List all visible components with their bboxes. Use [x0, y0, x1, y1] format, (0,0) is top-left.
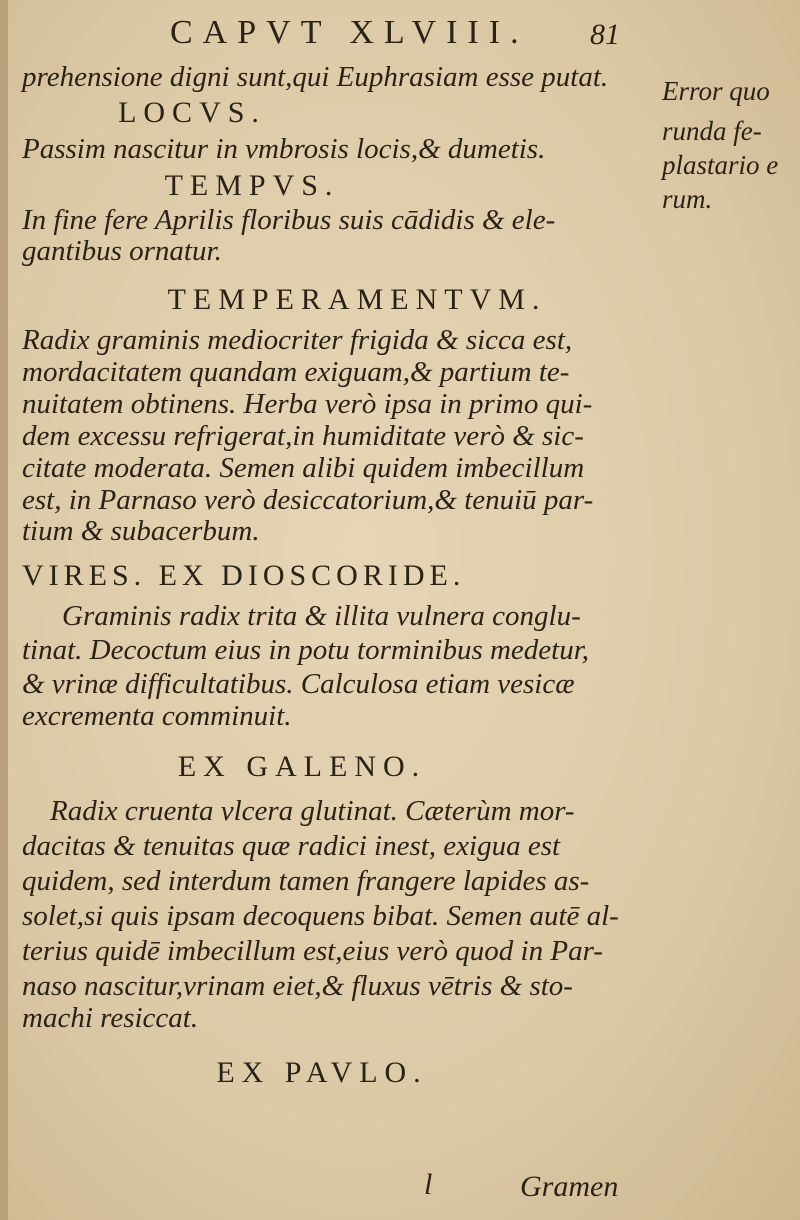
catchword: Gramen [520, 1170, 619, 1203]
text-line: dem excessu refrigerat,in humiditate verò & sic- [22, 420, 584, 452]
section-heading-vires-dioscoride: VIRES. EX DIOSCORIDE. [22, 559, 466, 592]
text-line: gantibus ornatur. [22, 235, 222, 267]
text-line: Passim nascitur in vmbrosis locis,& dumetis. [22, 133, 546, 165]
text-line: citate moderata. Semen alibi quidem imbecillum [22, 452, 585, 484]
text-line: Radix graminis mediocriter frigida & sicca est, [22, 324, 573, 356]
page-footer [0, 1168, 800, 1208]
text-line: prehensione digni sunt,qui Euphrasiam esse putat. [22, 61, 609, 93]
text-line: solet,si quis ipsam decoquens bibat. Semen autē al- [22, 900, 619, 932]
section-heading-tempus: TEMPVS. [164, 169, 340, 202]
text-line: Graminis radix trita & illita vulnera conglu- [62, 600, 581, 632]
text-line: dacitas & tenuitas quæ radici inest, exigua est [22, 830, 561, 862]
margin-note-line: runda fe- [662, 116, 762, 146]
text-line: mordacitatem quandam exiguam,& partium te- [22, 356, 570, 388]
margin-note-line: Error quo [662, 76, 770, 106]
text-line: In fine fere Aprilis floribus suis cādidis & ele- [22, 204, 556, 236]
page-number: 81 [590, 18, 620, 51]
text-line: & vrinæ difficultatibus. Calculosa etiam vesicæ [22, 668, 575, 700]
section-heading-temperamentum: TEMPERAMENTVM. [167, 283, 547, 316]
text-line: tinat. Decoctum eius in potu torminibus medetur, [22, 634, 590, 666]
text-line: machi resiccat. [22, 1002, 199, 1034]
text-line: naso nascitur,vrinam eiet,& fluxus vētris & sto- [22, 970, 573, 1002]
text-line: terius quidē imbecillum est,eius verò quod in Par- [22, 935, 603, 967]
text-line: est, in Parnaso verò desiccatorium,& tenuiū par- [22, 484, 594, 516]
text-line: excrementa comminuit. [22, 700, 292, 732]
running-header [170, 14, 770, 56]
chapter-title: CAPVT XLVIII. [170, 14, 529, 51]
section-heading-galeno: EX GALENO. [177, 750, 427, 783]
section-heading-locus: LOCVS. [118, 96, 266, 129]
margin-note-line: plastario e [662, 150, 779, 180]
margin-note [662, 76, 800, 214]
text-line: tium & subacerbum. [22, 515, 260, 547]
section-heading-paulo: EX PAVLO. [216, 1056, 428, 1089]
page-edge [0, 0, 8, 1220]
text-line: quidem, sed interdum tamen frangere lapides as- [22, 865, 590, 897]
signature-mark: l [424, 1168, 433, 1201]
text-line: Radix cruenta vlcera glutinat. Cæterùm mor- [50, 795, 575, 827]
text-line: nuitatem obtinens. Herba verò ipsa in primo qui- [22, 388, 593, 420]
main-text [22, 60, 662, 1090]
margin-note-line: rum. [662, 184, 713, 214]
